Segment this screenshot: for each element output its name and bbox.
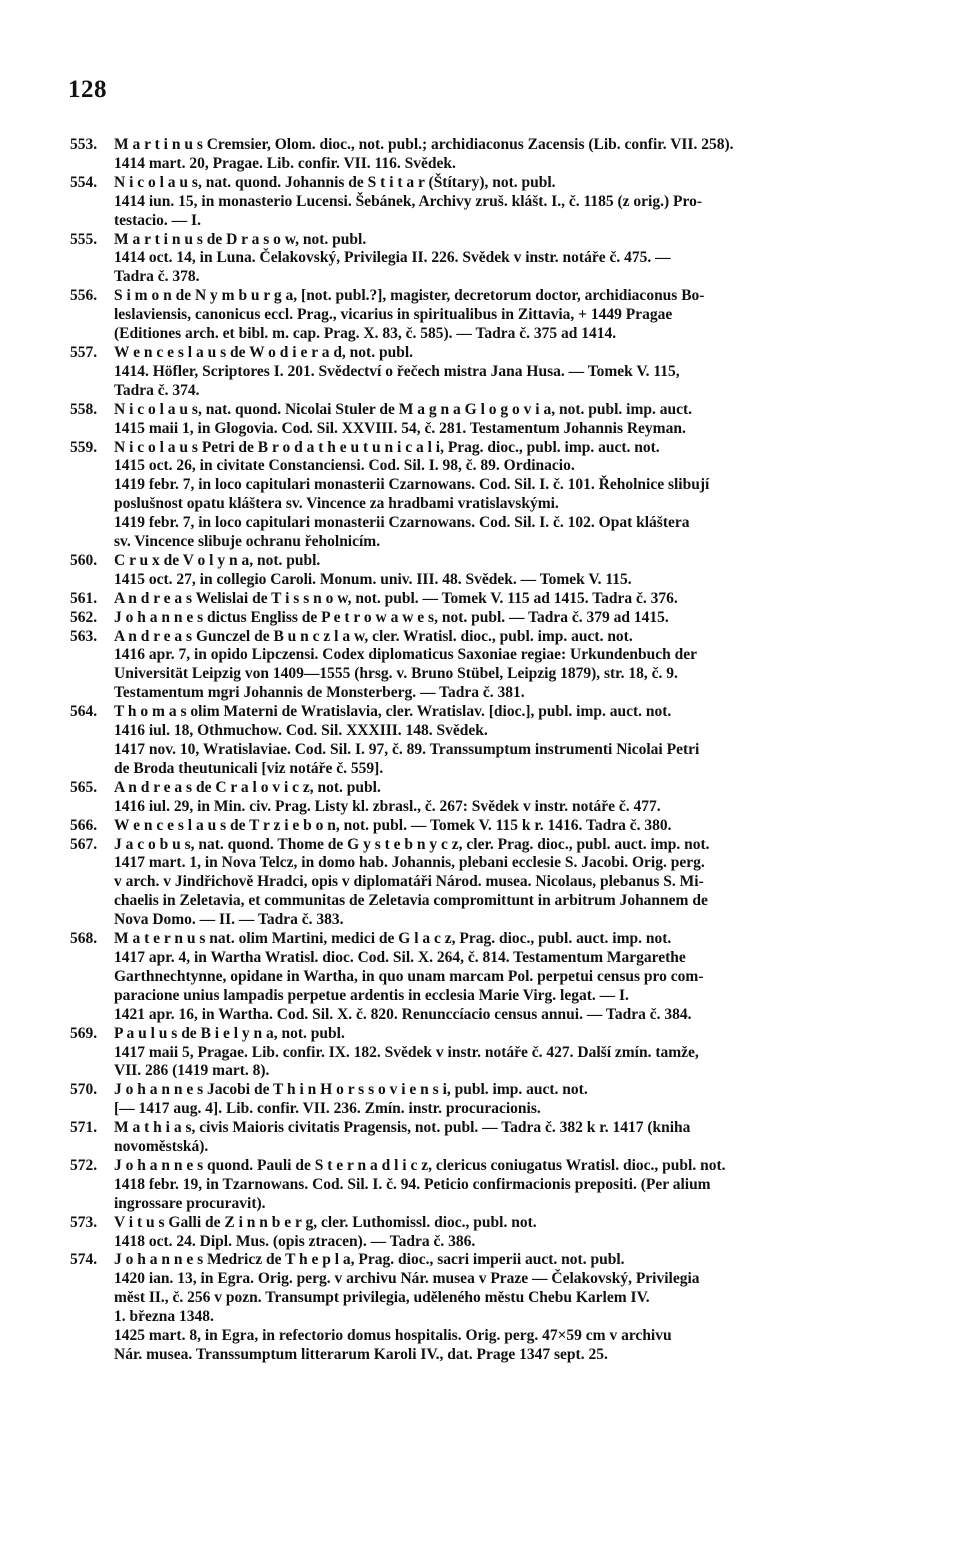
entry-heading-line: J a c o b u s, nat. quond. Thome de G y s t e b n y c z, cler. Prag. dioc., publ. auct. imp. not. [114,835,710,853]
entry-heading-line: N i c o l a u s, nat. quond. Nicolai Stuler de M a g n a G l o g o v i a, not. publ. imp. auct. [114,400,693,418]
entry-number: 570. [70,1081,98,1099]
entry-detail-line: 1415 oct. 27, in collegio Caroli. Monum. univ. III. 48. Svědek. — Tomek V. 115. [114,570,632,588]
entry-number: 566. [70,816,98,834]
entry-number: 560. [70,551,98,569]
entry-detail-line: 1421 apr. 16, in Wartha. Cod. Sil. X. č. 820. Renunccíacio census annui. — Tadra č. 384. [114,1005,692,1023]
entry-detail-line: testacio. — I. [114,211,201,229]
entry-568 [70,930,892,1025]
entry-heading-line: M a r t i n u s Cremsier, Olom. dioc., not. publ.; archidiaconus Zacensis (Lib. confir. VII. 258). [114,136,734,153]
entry-number: 572. [70,1156,98,1174]
entry-heading-line: A n d r e a s Gunczel de B u n c z l a w, cler. Wratisl. dioc., publ. imp. auct. not. [114,627,633,645]
entry-detail-line: novoměstská). [114,1138,209,1156]
entry-number: 564. [70,703,98,721]
entry-number: 559. [70,438,98,456]
entry-detail-line: 1414. Höfler, Scriptores I. 201. Svědectví o řečech mistra Jana Husa. — Tomek V. 115, [114,362,680,380]
entry-detail-line: 1417 apr. 4, in Wartha Wratisl. dioc. Cod. Sil. X. 264, č. 814. Testamentum Margarethe [114,948,686,966]
entry-detail-line: 1416 iul. 18, Othmuchow. Cod. Sil. XXXIII. 148. Svědek. [114,722,488,740]
entry-heading-line: M a t e r n u s nat. olim Martini, medici de G l a c z, Prag. dioc., publ. auct. imp. not. [114,930,672,948]
entry-heading-line: N i c o l a u s, nat. quond. Johannis de S t i t a r (Štítary), not. publ. [114,173,556,191]
entry-detail-line: paracione unius lampadis perpetue ardentis in ecclesia Marie Virg. legat. — I. [114,986,629,1004]
entry-detail-line: 1417 maii 5, Pragae. Lib. confir. IX. 182. Svědek v instr. notáře č. 427. Další zmín. tamže, [114,1043,699,1061]
entry-number: 567. [70,835,98,853]
entry-556 [70,287,892,344]
entry-heading-line: W e n c e s l a u s de W o d i e r a d, not. publ. [114,343,414,361]
entry-number: 574. [70,1251,98,1269]
entry-heading-line: V i t u s Galli de Z i n n b e r g, cler. Luthomissl. dioc., publ. not. [114,1213,537,1231]
entry-detail-line: poslušnost opatu kláštera sv. Vincence za hradbami vratislavskými. [114,495,559,513]
entry-heading-line: P a u l u s de B i e l y n a, not. publ. [114,1024,345,1042]
entry-number: 565. [70,778,98,796]
entry-detail-line: 1425 mart. 8, in Egra, in refectorio domus hospitalis. Orig. perg. 47×59 cm v archivu [114,1327,672,1345]
entry-heading-line: N i c o l a u s Petri de B r o d a t h e u t u n i c a l i, Prag. dioc., publ. imp. auct. not. [114,438,660,456]
entry-heading-line: T h o m a s olim Materni de Wratislavia, cler. Wratislav. [dioc.], publ. imp. auct. not. [114,703,672,721]
entry-detail-line: (Editiones arch. et bibl. m. cap. Prag. X. 83, č. 585). — Tadra č. 375 ad 1414. [114,325,617,343]
entry-number: 562. [70,608,98,626]
entry-detail-line: 1418 febr. 19, in Tzarnowans. Cod. Sil. I. č. 94. Peticio confirmacionis prepositi. (Per alium [114,1175,711,1193]
entry-heading-line: J o h a n n e s dictus Engliss de P e t r o w a w e s, not. publ. — Tadra č. 379 ad 1415. [114,608,669,626]
entry-detail-line: Nár. musea. Transsumptum litterarum Karoli IV., dat. Prage 1347 sept. 25. [114,1346,608,1363]
entry-557 [70,344,892,401]
entry-detail-line: sv. Vincence slibuje ochranu řeholnicím. [114,533,381,551]
entry-number: 561. [70,589,98,607]
entry-heading-line: M a r t i n u s de D r a s o w, not. publ. [114,230,367,248]
entry-567 [70,836,892,931]
entry-detail-line: Testamentum mgri Johannis de Monsterberg. — Tadra č. 381. [114,684,525,702]
entry-detail-line: 1415 oct. 26, in civitate Constanciensi. Cod. Sil. I. 98, č. 89. Ordinacio. [114,457,575,475]
entry-detail-line: de Broda theutunicali [viz notáře č. 559]. [114,759,384,777]
entry-detail-line: 1414 iun. 15, in monasterio Lucensi. Šebánek, Archivy zruš. klášt. I., č. 1185 (z orig.) Pro- [114,192,703,210]
entry-detail-line: Tadra č. 378. [114,268,200,286]
entry-detail-line: ingrossare procuravit). [114,1194,266,1212]
entry-563 [70,628,892,704]
entry-572 [70,1157,892,1214]
entry-heading-line: J o h a n n e s Jacobi de T h i n H o r s s o v i e n s i, publ. imp. auct. not. [114,1081,588,1099]
entry-heading-line: J o h a n n e s Medricz de T h e p l a, Prag. dioc., sacri imperii auct. not. publ. [114,1251,625,1269]
entry-detail-line: 1416 apr. 7, in opido Lipczensi. Codex diplomaticus Saxoniae regiae: Urkundenbuch der [114,646,698,664]
entry-detail-line: 1417 mart. 1, in Nova Telcz, in domo hab. Johannis, plebani ecclesie S. Jacobi. Orig. perg. [114,854,705,872]
entry-detail-line: 1418 oct. 24. Dipl. Mus. (opis ztracen). — Tadra č. 386. [114,1232,476,1250]
entry-566 [70,817,892,836]
entry-573 [70,1214,892,1252]
entry-565 [70,779,892,817]
entry-detail-line: [— 1417 aug. 4]. Lib. confir. VII. 236. Zmín. instr. procuracionis. [114,1100,541,1118]
entry-detail-line: 1417 nov. 10, Wratislaviae. Cod. Sil. I. 97, č. 89. Transsumptum instrumenti Nicolai Petri [114,741,700,758]
entry-heading-line: A n d r e a s de C r a l o v i c z, not. publ. [114,778,381,796]
entry-number: 568. [70,930,98,948]
entry-number: 555. [70,230,98,248]
entry-555 [70,231,892,288]
entry-heading-line: C r u x de V o l y n a, not. publ. [114,551,321,569]
entry-heading-line: M a t h i a s, civis Maioris civitatis Pragensis, not. publ. — Tadra č. 382 k r. 1417 (kniha [114,1119,691,1137]
entry-detail-line: 1414 mart. 20, Pragae. Lib. confir. VII. 116. Svědek. [114,154,456,172]
entry-number: 569. [70,1024,98,1042]
entry-detail-line: 1416 iul. 29, in Min. civ. Prag. Listy kl. zbrasl., č. 267: Svědek v instr. notáře č. 477. [114,797,661,815]
entry-heading-line: A n d r e a s Welislai de T i s s n o w, not. publ. — Tomek V. 115 ad 1415. Tadra č. 376. [114,589,678,607]
entry-detail-line: 1420 ian. 13, in Egra. Orig. perg. v archivu Nár. musea v Praze — Čelakovský, Privilegia [114,1270,700,1288]
page-number: 128 [68,76,107,103]
entry-562 [70,609,892,628]
entry-detail-line: 1414 oct. 14, in Luna. Čelakovský, Privilegia II. 226. Svědek v instr. notáře č. 475. — [114,249,671,267]
entries-list [70,136,892,1365]
entry-detail-line: Garthnechtynne, opidane in Wartha, in quo unam marcam Pol. perpetui census pro com- [114,967,704,985]
entry-detail-line: leslaviensis, canonicus eccl. Prag., vicarius in spiritualibus in Zittavia, + 1449 Pragae [114,306,673,324]
entry-number: 554. [70,173,98,191]
entry-detail-line: 1419 febr. 7, in loco capitulari monasterii Czarnowans. Cod. Sil. I. č. 102. Opat kláštera [114,514,690,532]
entry-detail-line: měst II., č. 256 v pozn. Transumpt privilegia, uděleného městu Chebu Karlem IV. [114,1289,650,1307]
entry-553 [70,136,892,174]
entry-560 [70,552,892,590]
entry-number: 553. [70,136,98,153]
entry-564 [70,703,892,779]
entry-detail-line: v arch. v Jindřichově Hradci, opis v diplomatáři Národ. musea. Nicolaus, plebanus S. Mi- [114,873,704,891]
entry-heading-line: W e n c e s l a u s de T r z i e b o n, not. publ. — Tomek V. 115 k r. 1416. Tadra č. 380. [114,816,672,834]
entry-number: 558. [70,400,98,418]
entry-detail-line: Nova Domo. — II. — Tadra č. 383. [114,911,344,929]
entry-number: 571. [70,1119,98,1137]
entry-heading-line: J o h a n n e s quond. Pauli de S t e r n a d l i c z, clericus coniugatus Wratisl. dioc., publ. not. [114,1156,726,1174]
entry-heading-line: S i m o n de N y m b u r g a, [not. publ.?], magister, decretorum doctor, archidiaconus Bo- [114,287,705,305]
entry-554 [70,174,892,231]
entry-571 [70,1119,892,1157]
entry-558 [70,401,892,439]
entry-detail-line: chaelis in Zeletavia, et communitas de Zeletavia compromittunt in arbitrum Johannem de [114,892,708,910]
entry-number: 573. [70,1213,98,1231]
entry-559 [70,439,892,552]
entry-number: 557. [70,343,98,361]
entry-detail-line: 1. března 1348. [114,1308,214,1326]
entry-number: 563. [70,627,98,645]
entry-detail-line: 1419 febr. 7, in loco capitulari monasterii Czarnowans. Cod. Sil. I. č. 101. Řeholnice slibují [114,476,710,494]
entry-570 [70,1081,892,1119]
entry-574 [70,1251,892,1364]
entry-number: 556. [70,287,98,305]
entry-561 [70,590,892,609]
entry-detail-line: VII. 286 (1419 mart. 8). [114,1062,270,1080]
entry-detail-line: Universität Leipzig von 1409—1555 (hrsg. v. Bruno Stübel, Leipzig 1879), str. 18, č. 9. [114,665,678,683]
entry-569 [70,1025,892,1082]
entry-detail-line: Tadra č. 374. [114,381,200,399]
entry-detail-line: 1415 maii 1, in Glogovia. Cod. Sil. XXVIII. 54, č. 281. Testamentum Johannis Reyman. [114,419,686,437]
